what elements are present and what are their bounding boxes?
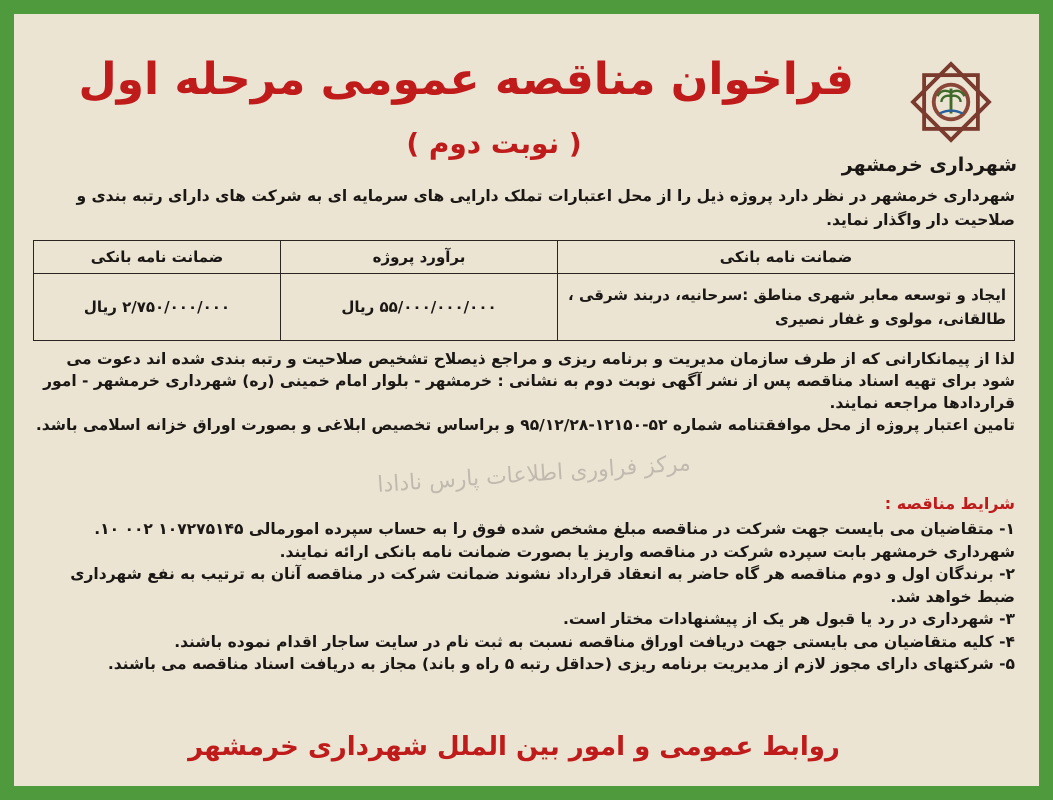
list-item: ۲- برندگان اول و دوم مناقصه هر گاه حاضر به انعقاد قرارداد نشوند ضمانت شرکت در مناقصه آنان به ترتیب به نفع شهرداری ضبط خواهد شد. [70,565,1015,606]
notice-title: فراخوان مناقصه عمومی مرحله اول [78,54,854,105]
invitation-text [33,348,1015,436]
header-guarantee: ضمانت نامه بانکی [34,241,281,274]
list-item: ۱- متقاضیان می بایست جهت شرکت در مناقصه مبلغ مشخص شده فوق را به حساب سپرده امورمالی ۱۰۷۲۷۵۱۴۵ ۰۰۲ ۱۰. شهرداری خرمشهر بابت سپرده شرکت در مناقصه واریز یا بصورت ضمانت نامه بانکی ارائه نمایند. [94,520,1015,561]
list-item: ۴- کلیه متقاضیان می بایستی جهت دریافت اوراق مناقصه نسبت به ثبت نام در سایت ساجار اقدام نموده باشند. [174,632,1015,651]
watermark: مرکز فراوری اطلاعات پارس نادادا [376,451,692,498]
funding-paragraph: تامین اعتبار پروژه از محل موافقتنامه شماره ۵۲-۱۲۱۵۰-۹۵/۱۲/۲۸ و براساس تخصیص ابلاغی و بصورت اوراق خزانه اسلامی باشد. [35,416,1015,434]
table-header-row [34,241,1015,274]
header-estimate: برآورد پروژه [281,241,558,274]
footer-signature: روابط عمومی و امور بین الملل شهرداری خرمشهر [188,732,840,762]
header-project: ضمانت نامه بانکی [558,241,1015,274]
tender-table [33,240,1015,341]
municipality-emblem-icon [903,54,999,150]
list-item: ۳- شهرداری در رد یا قبول هر یک از پیشنهادات مختار است. [563,610,1015,628]
conditions-list [33,518,1015,676]
cell-guarantee: ۲/۷۵۰/۰۰۰/۰۰۰ ریال [34,274,281,341]
notice-subtitle: ( نوبت دوم ) [406,127,582,160]
org-name: شهرداری خرمشهر [841,154,1017,176]
cell-project: ایجاد و توسعه معابر شهری مناطق :سرحانیه، دربند شرقی ، طالقانی، مولوی و غفار نصیری [558,274,1015,341]
invitation-paragraph: لذا از پیمانکارانی که از طرف سازمان مدیریت و برنامه ریزی و مراجع ذیصلاح تشخیص صلاحیت و رتبه بندی شده اند دعوت می شود برای تهیه اسناد مناقصه پس از نشر آگهی نوبت دوم به نشانی : خرمشهر - بلوار امام خمینی (ره) شهرداری خرمشهر - امور قراردادها مراجعه نمایند. [43,350,1015,412]
cell-estimate: ۵۵/۰۰۰/۰۰۰/۰۰۰ ریال [281,274,558,341]
notice-paper [14,14,1039,786]
table-row [34,274,1015,341]
intro-paragraph: شهرداری خرمشهر در نظر دارد پروژه ذیل را از محل اعتبارات تملک دارایی های سرمایه ای به شرکت های دارای رتبه بندی و صلاحیت دار واگذار نماید. [76,187,1015,229]
list-item: ۵- شرکتهای دارای مجوز لازم از مدیریت برنامه ریزی (حداقل رتبه ۵ راه و باند) مجاز به دریافت اسناد مناقصه می باشند. [107,655,1015,673]
conditions-title: شرایط مناقصه : [884,494,1015,513]
